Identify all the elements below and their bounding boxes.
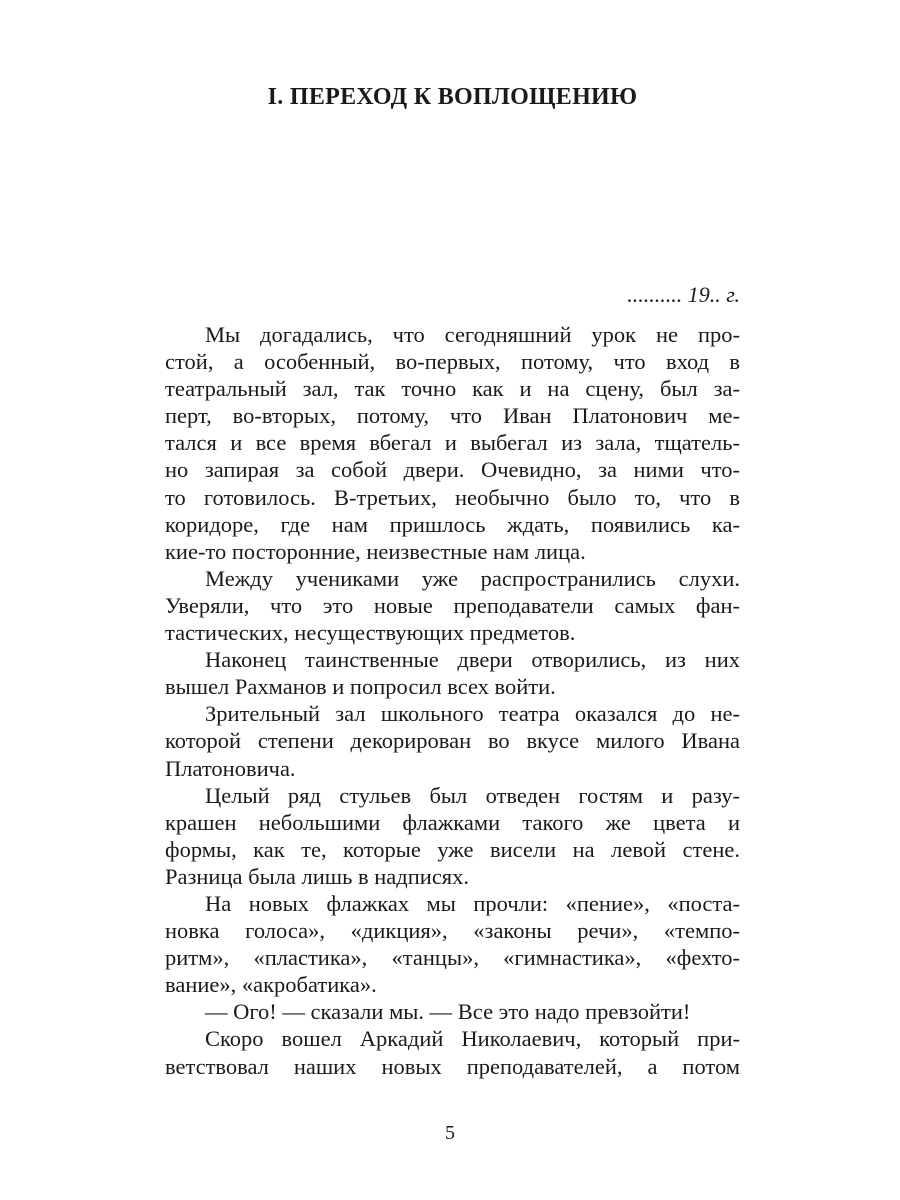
text-line: Между учениками уже распространились слухи. — [205, 565, 740, 591]
text-line: формы, как те, которые уже висели на левой стене. — [165, 836, 740, 862]
text-line: которой степени декорирован во вкусе милого Ивана — [165, 728, 740, 754]
text-line: Зрительный зал школьного театра оказался до не- — [205, 701, 740, 727]
text-line: Наконец таинственные двери отворились, из них — [205, 647, 740, 673]
text-line: ветствовал наших новых преподавателей, а потом — [165, 1053, 740, 1079]
text-line: перт, во-вторых, потому, что Иван Платонович ме- — [165, 403, 740, 429]
text-line: крашен небольшими флажками такого же цвета и — [165, 809, 740, 835]
text-line: Уверяли, что это новые преподаватели самых фан- — [165, 592, 740, 618]
text-line: тастических, несуществующих предметов. — [165, 620, 576, 646]
text-line: театральный зал, так точно как и на сцену, был за- — [165, 376, 740, 402]
text-line: Скоро вошел Аркадий Николаевич, который при- — [205, 1026, 740, 1052]
text-line: Мы догадались, что сегодняшний урок не про- — [205, 322, 740, 347]
text-line: но запирая за собой двери. Очевидно, за ними что- — [165, 457, 740, 483]
chapter-title: I. ПЕРЕХОД К ВОПЛОЩЕНИЮ — [267, 84, 638, 110]
text-line: Платоновича. — [165, 755, 296, 781]
text-line: новка голоса», «дикция», «законы речи», «темпо- — [165, 918, 740, 944]
text-line: коридоре, где нам пришлось ждать, появились ка- — [165, 511, 740, 537]
text-line: тался и все время вбегал и выбегал из зала, тщатель- — [165, 430, 740, 456]
text-line: Целый ряд стульев был отведен гостям и разу- — [205, 782, 740, 808]
text-line: вание», «акробатика». — [165, 972, 377, 998]
text-line: На новых флажках мы прочли: «пение», «поста- — [205, 890, 740, 916]
dateline: .......... 19.. г. — [627, 282, 740, 307]
text-line: вышел Рахманов и попросил всех войти. — [165, 674, 556, 700]
text-line: ритм», «пластика», «танцы», «гимнастика», «фехто- — [165, 945, 740, 971]
page-number: 5 — [445, 1122, 455, 1144]
text-line: стой, а особенный, во-первых, потому, что вход в — [165, 349, 740, 375]
text-line: Разница была лишь в надписях. — [165, 863, 470, 889]
text-line: — Ого! — сказали мы. — Все это надо превзойти! — [205, 999, 691, 1025]
text-line: кие-то посторонние, неизвестные нам лица. — [165, 538, 586, 564]
body-text — [165, 321, 740, 1080]
text-line: то готовилось. В-третьих, необычно было то, что в — [165, 484, 740, 510]
